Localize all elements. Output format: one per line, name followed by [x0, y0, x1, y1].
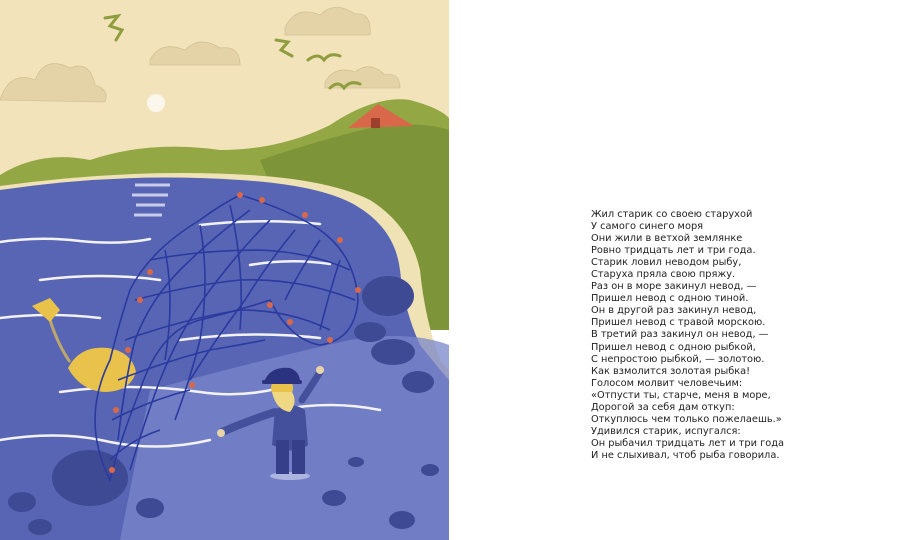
poem-line: И не слыхивал, чтоб рыба говорила.	[591, 449, 780, 461]
sun	[147, 94, 165, 112]
poem-line: Он в другой раз закинул невод,	[591, 305, 757, 317]
sea-illustration	[0, 0, 449, 540]
poem-line: Пришел невод с одною рыбкой,	[591, 341, 756, 353]
poem-line: «Отпусти ты, старче, меня в море,	[591, 389, 771, 401]
poem-line: В третий раз закинул он невод, —	[591, 329, 769, 341]
poem-line: Раз он в море закинул невод, —	[591, 281, 757, 293]
text-page	[449, 0, 900, 540]
poem-line: Как взмолится золотая рыбка!	[591, 365, 751, 377]
poem-line: Дорогой за себя дам откуп:	[591, 401, 735, 413]
poem-line: Голосом молвит человечьим:	[591, 377, 743, 389]
poem-line: Он рыбачил тридцать лет и три года	[591, 437, 785, 449]
poem-text	[591, 209, 784, 462]
poem-line: У самого синего моря	[591, 221, 704, 233]
poem-line: Удивился старик, испугался:	[591, 425, 741, 437]
poem-line: Старуха пряла свою пряжу.	[591, 269, 736, 281]
poem-line: Пришел невод с одною тиной.	[591, 293, 749, 305]
poem-line: Они жили в ветхой землянке	[591, 233, 743, 245]
illustration-page	[0, 0, 449, 540]
poem-line: Пришел невод с травой морскою.	[591, 317, 766, 329]
poem-line: С непростою рыбкой, — золотою.	[591, 353, 765, 365]
poem-line: Откуплюсь чем только пожелаешь.»	[591, 413, 782, 425]
poem-line: Жил старик со своею старухой	[591, 209, 753, 220]
poem-line: Старик ловил неводом рыбу,	[591, 257, 742, 269]
poem-line: Ровно тридцать лет и три года.	[591, 245, 756, 257]
